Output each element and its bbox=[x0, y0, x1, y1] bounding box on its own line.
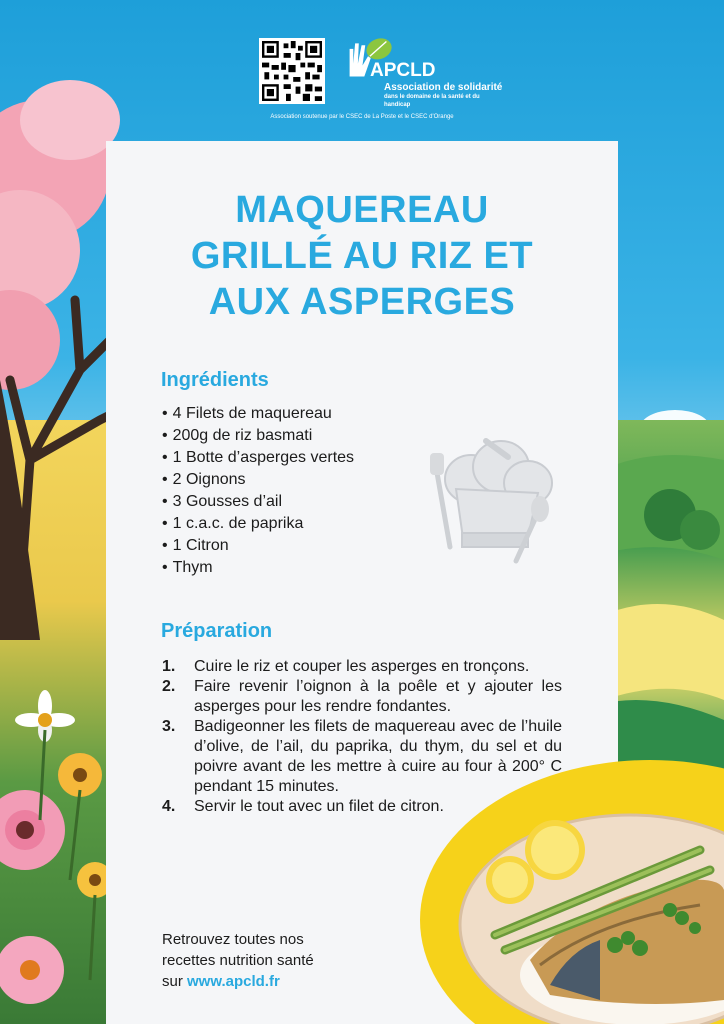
logo-tagline-main: Association de solidarité bbox=[384, 82, 503, 93]
website-link[interactable]: www.apcld.fr bbox=[187, 973, 280, 990]
plate-illustration bbox=[400, 750, 724, 1024]
ingredient-item: • 1 c.a.c. de paprika bbox=[162, 513, 462, 535]
recipe-title bbox=[106, 187, 618, 325]
recipe-title-line: GRILLÉ AU RIZ ET bbox=[190, 235, 534, 277]
dish-illustration bbox=[400, 750, 724, 1024]
ingredient-item: • 4 Filets de maquereau bbox=[162, 403, 462, 425]
footer-line bbox=[162, 971, 422, 992]
qr-code-icon bbox=[262, 41, 322, 101]
logo-tagline-sub: dans le domaine de la santé et du handicap bbox=[384, 94, 480, 108]
ingredient-item: • 1 Botte d’asperges vertes bbox=[162, 447, 462, 469]
ingredient-item: • Thym bbox=[162, 557, 462, 579]
step-text: Cuire le riz et couper les asperges en tronçons. bbox=[194, 658, 530, 675]
qr-code[interactable] bbox=[259, 38, 325, 104]
step-text: Servir le tout avec un filet de citron. bbox=[194, 798, 444, 815]
ingredient-item: • 2 Oignons bbox=[162, 469, 462, 491]
preparation-step bbox=[162, 657, 562, 677]
step-number: 3. bbox=[162, 718, 176, 735]
ingredient-item: • 1 Citron bbox=[162, 535, 462, 557]
recipe-title-line: AUX ASPERGES bbox=[208, 281, 516, 323]
ingredient-item: • 200g de riz basmati bbox=[162, 425, 462, 447]
step-number: 2. bbox=[162, 678, 176, 695]
preparation-step bbox=[162, 677, 562, 717]
flowers-illustration bbox=[0, 680, 120, 1024]
logo-tagline bbox=[384, 82, 504, 109]
preparation-heading: Préparation bbox=[161, 620, 273, 642]
header bbox=[0, 30, 724, 130]
logo-word: APCLD bbox=[370, 60, 436, 81]
footer-line: Retrouvez toutes nos bbox=[162, 931, 304, 948]
ingredients-heading: Ingrédients bbox=[161, 369, 269, 391]
support-text: Association soutenue par le CSEC de La Poste et le CSEC d'Orange bbox=[270, 114, 454, 120]
chef-hat-icon bbox=[416, 427, 566, 567]
apcld-logo[interactable] bbox=[340, 36, 503, 108]
recipe-title-line: MAQUEREAU bbox=[235, 189, 489, 231]
footer-line: recettes nutrition santé bbox=[162, 952, 314, 969]
ingredient-item: • 3 Gousses d’ail bbox=[162, 491, 462, 513]
step-text: Badigeonner les filets de maquereau avec de l’huile d’olive, de l’ail, du paprika, du thym, du sel et du poivre avant de les mettre à cuire au four à 200° C pendant 15 minutes. bbox=[194, 718, 562, 795]
step-text: Faire revenir l’oignon à la poêle et y ajouter les asperges pour les rendre fondantes. bbox=[194, 678, 562, 715]
step-number: 4. bbox=[162, 798, 176, 815]
footer-prefix: sur bbox=[162, 973, 188, 990]
footer-text bbox=[162, 929, 422, 992]
step-number: 1. bbox=[162, 658, 176, 675]
